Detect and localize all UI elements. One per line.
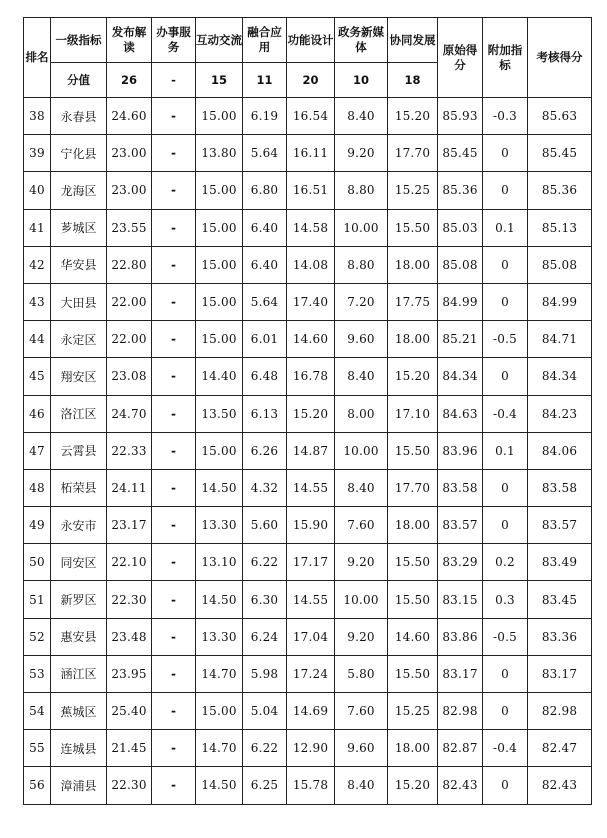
bonus-score: 0.1 bbox=[483, 209, 528, 246]
collaboration-score: 15.50 bbox=[388, 655, 438, 692]
rank-cell: 54 bbox=[24, 693, 51, 730]
new-media-score: 8.40 bbox=[335, 98, 388, 135]
integration-score: 5.04 bbox=[243, 693, 287, 730]
original-score: 82.43 bbox=[438, 767, 483, 804]
final-score-header: 考核得分 bbox=[528, 18, 592, 98]
rank-cell: 49 bbox=[24, 507, 51, 544]
col-header-7: 协同发展 bbox=[388, 18, 438, 63]
col-header-4: 融合应用 bbox=[243, 18, 287, 63]
final-score: 83.57 bbox=[528, 507, 592, 544]
service-score: - bbox=[152, 469, 196, 506]
table-row bbox=[24, 209, 592, 246]
county-name: 宁化县 bbox=[51, 135, 107, 172]
release-score: 23.00 bbox=[107, 135, 152, 172]
final-score: 82.98 bbox=[528, 693, 592, 730]
release-score: 23.08 bbox=[107, 358, 152, 395]
new-media-score: 8.00 bbox=[335, 395, 388, 432]
final-score: 84.06 bbox=[528, 432, 592, 469]
rank-cell: 42 bbox=[24, 246, 51, 283]
bonus-score: -0.5 bbox=[483, 618, 528, 655]
final-score: 84.71 bbox=[528, 321, 592, 358]
service-score: - bbox=[152, 693, 196, 730]
integration-score: 5.98 bbox=[243, 655, 287, 692]
rank-cell: 52 bbox=[24, 618, 51, 655]
county-name: 柘荣县 bbox=[51, 469, 107, 506]
county-name: 龙海区 bbox=[51, 172, 107, 209]
release-score: 22.10 bbox=[107, 544, 152, 581]
integration-score: 6.13 bbox=[243, 395, 287, 432]
new-media-score: 7.60 bbox=[335, 507, 388, 544]
table-row bbox=[24, 693, 592, 730]
service-score: - bbox=[152, 507, 196, 544]
bonus-score: -0.4 bbox=[483, 730, 528, 767]
rank-cell: 51 bbox=[24, 581, 51, 618]
bonus-score: 0 bbox=[483, 469, 528, 506]
final-score: 84.34 bbox=[528, 358, 592, 395]
county-name: 永安市 bbox=[51, 507, 107, 544]
score-label: 分值 bbox=[51, 63, 107, 98]
rank-cell: 43 bbox=[24, 283, 51, 320]
collaboration-score: 15.50 bbox=[388, 432, 438, 469]
integration-score: 5.60 bbox=[243, 507, 287, 544]
service-score: - bbox=[152, 135, 196, 172]
county-name: 洛江区 bbox=[51, 395, 107, 432]
new-media-score: 8.40 bbox=[335, 358, 388, 395]
integration-score: 6.48 bbox=[243, 358, 287, 395]
design-score: 16.78 bbox=[287, 358, 335, 395]
col-header-6: 政务新媒体 bbox=[335, 18, 388, 63]
table-row bbox=[24, 581, 592, 618]
new-media-score: 9.20 bbox=[335, 544, 388, 581]
county-name: 翔安区 bbox=[51, 358, 107, 395]
bonus-score: 0.2 bbox=[483, 544, 528, 581]
interaction-score: 15.00 bbox=[196, 321, 243, 358]
col-points-6: 10 bbox=[335, 63, 388, 98]
table-row bbox=[24, 618, 592, 655]
new-media-score: 10.00 bbox=[335, 209, 388, 246]
final-score: 85.36 bbox=[528, 172, 592, 209]
bonus-score: -0.5 bbox=[483, 321, 528, 358]
integration-score: 6.22 bbox=[243, 730, 287, 767]
service-score: - bbox=[152, 172, 196, 209]
new-media-score: 7.60 bbox=[335, 693, 388, 730]
table-row bbox=[24, 655, 592, 692]
new-media-score: 9.60 bbox=[335, 321, 388, 358]
county-name: 永春县 bbox=[51, 98, 107, 135]
integration-score: 6.01 bbox=[243, 321, 287, 358]
bonus-score: 0.3 bbox=[483, 581, 528, 618]
original-score: 83.17 bbox=[438, 655, 483, 692]
design-score: 15.90 bbox=[287, 507, 335, 544]
rank-cell: 56 bbox=[24, 767, 51, 804]
design-score: 17.24 bbox=[287, 655, 335, 692]
interaction-score: 13.10 bbox=[196, 544, 243, 581]
original-score: 85.36 bbox=[438, 172, 483, 209]
release-score: 22.33 bbox=[107, 432, 152, 469]
integration-score: 6.22 bbox=[243, 544, 287, 581]
collaboration-score: 18.00 bbox=[388, 321, 438, 358]
service-score: - bbox=[152, 358, 196, 395]
original-score: 84.63 bbox=[438, 395, 483, 432]
collaboration-score: 17.70 bbox=[388, 469, 438, 506]
county-name: 芗城区 bbox=[51, 209, 107, 246]
original-score: 85.45 bbox=[438, 135, 483, 172]
table-row bbox=[24, 321, 592, 358]
original-score: 83.86 bbox=[438, 618, 483, 655]
release-score: 24.11 bbox=[107, 469, 152, 506]
design-score: 17.04 bbox=[287, 618, 335, 655]
rank-cell: 48 bbox=[24, 469, 51, 506]
original-score: 83.15 bbox=[438, 581, 483, 618]
final-score: 83.36 bbox=[528, 618, 592, 655]
new-media-score: 8.40 bbox=[335, 469, 388, 506]
final-score: 83.17 bbox=[528, 655, 592, 692]
ranking-table bbox=[23, 17, 592, 805]
collaboration-score: 18.00 bbox=[388, 730, 438, 767]
county-name: 蕉城区 bbox=[51, 693, 107, 730]
interaction-score: 14.70 bbox=[196, 655, 243, 692]
final-score: 85.63 bbox=[528, 98, 592, 135]
service-score: - bbox=[152, 98, 196, 135]
interaction-score: 13.50 bbox=[196, 395, 243, 432]
original-score: 83.29 bbox=[438, 544, 483, 581]
interaction-score: 14.70 bbox=[196, 730, 243, 767]
interaction-score: 15.00 bbox=[196, 432, 243, 469]
county-name: 大田县 bbox=[51, 283, 107, 320]
rank-cell: 44 bbox=[24, 321, 51, 358]
final-score: 82.47 bbox=[528, 730, 592, 767]
bonus-score: 0 bbox=[483, 358, 528, 395]
col-header-5: 功能设计 bbox=[287, 18, 335, 63]
integration-score: 6.26 bbox=[243, 432, 287, 469]
design-score: 12.90 bbox=[287, 730, 335, 767]
table-row bbox=[24, 246, 592, 283]
service-score: - bbox=[152, 655, 196, 692]
bonus-score: -0.3 bbox=[483, 98, 528, 135]
design-score: 16.11 bbox=[287, 135, 335, 172]
integration-score: 6.40 bbox=[243, 209, 287, 246]
new-media-score: 8.40 bbox=[335, 767, 388, 804]
design-score: 15.78 bbox=[287, 767, 335, 804]
release-score: 23.17 bbox=[107, 507, 152, 544]
county-name: 惠安县 bbox=[51, 618, 107, 655]
release-score: 22.30 bbox=[107, 767, 152, 804]
service-score: - bbox=[152, 432, 196, 469]
original-score: 85.03 bbox=[438, 209, 483, 246]
original-score: 85.21 bbox=[438, 321, 483, 358]
bonus-score: 0 bbox=[483, 507, 528, 544]
final-score: 83.45 bbox=[528, 581, 592, 618]
release-score: 22.00 bbox=[107, 321, 152, 358]
col-header-3: 互动交流 bbox=[196, 18, 243, 63]
table-row bbox=[24, 172, 592, 209]
service-score: - bbox=[152, 209, 196, 246]
service-score: - bbox=[152, 246, 196, 283]
interaction-score: 15.00 bbox=[196, 172, 243, 209]
service-score: - bbox=[152, 730, 196, 767]
design-score: 14.55 bbox=[287, 581, 335, 618]
table-row bbox=[24, 135, 592, 172]
collaboration-score: 17.70 bbox=[388, 135, 438, 172]
col-points-1: 26 bbox=[107, 63, 152, 98]
design-score: 16.51 bbox=[287, 172, 335, 209]
original-score: 82.87 bbox=[438, 730, 483, 767]
bonus-score: 0 bbox=[483, 283, 528, 320]
bonus-header: 附加指标 bbox=[483, 18, 528, 98]
table-row bbox=[24, 544, 592, 581]
rank-cell: 38 bbox=[24, 98, 51, 135]
final-score: 84.23 bbox=[528, 395, 592, 432]
final-score: 82.43 bbox=[528, 767, 592, 804]
integration-score: 6.24 bbox=[243, 618, 287, 655]
table-row bbox=[24, 730, 592, 767]
original-score: 83.57 bbox=[438, 507, 483, 544]
rank-cell: 41 bbox=[24, 209, 51, 246]
release-score: 23.48 bbox=[107, 618, 152, 655]
interaction-score: 14.40 bbox=[196, 358, 243, 395]
table-row bbox=[24, 432, 592, 469]
integration-score: 5.64 bbox=[243, 283, 287, 320]
rank-cell: 55 bbox=[24, 730, 51, 767]
new-media-score: 10.00 bbox=[335, 581, 388, 618]
county-name: 永定区 bbox=[51, 321, 107, 358]
county-name: 涵江区 bbox=[51, 655, 107, 692]
interaction-score: 15.00 bbox=[196, 693, 243, 730]
collaboration-score: 14.60 bbox=[388, 618, 438, 655]
release-score: 23.00 bbox=[107, 172, 152, 209]
new-media-score: 9.20 bbox=[335, 135, 388, 172]
integration-score: 6.25 bbox=[243, 767, 287, 804]
table-row bbox=[24, 507, 592, 544]
collaboration-score: 18.00 bbox=[388, 246, 438, 283]
original-score: 84.34 bbox=[438, 358, 483, 395]
service-score: - bbox=[152, 618, 196, 655]
release-score: 22.00 bbox=[107, 283, 152, 320]
bonus-score: -0.4 bbox=[483, 395, 528, 432]
interaction-score: 13.30 bbox=[196, 618, 243, 655]
integration-score: 6.19 bbox=[243, 98, 287, 135]
bonus-score: 0 bbox=[483, 135, 528, 172]
design-score: 14.58 bbox=[287, 209, 335, 246]
final-score: 83.58 bbox=[528, 469, 592, 506]
col-points-5: 20 bbox=[287, 63, 335, 98]
release-score: 23.55 bbox=[107, 209, 152, 246]
new-media-score: 5.80 bbox=[335, 655, 388, 692]
integration-score: 6.30 bbox=[243, 581, 287, 618]
county-name: 连城县 bbox=[51, 730, 107, 767]
table-row bbox=[24, 283, 592, 320]
bonus-score: 0 bbox=[483, 246, 528, 283]
rank-cell: 45 bbox=[24, 358, 51, 395]
design-score: 14.87 bbox=[287, 432, 335, 469]
collaboration-score: 15.50 bbox=[388, 581, 438, 618]
new-media-score: 10.00 bbox=[335, 432, 388, 469]
release-score: 25.40 bbox=[107, 693, 152, 730]
original-score-header: 原始得分 bbox=[438, 18, 483, 98]
county-name: 新罗区 bbox=[51, 581, 107, 618]
new-media-score: 9.60 bbox=[335, 730, 388, 767]
original-score: 82.98 bbox=[438, 693, 483, 730]
rank-header: 排名 bbox=[24, 18, 51, 98]
interaction-score: 14.50 bbox=[196, 767, 243, 804]
interaction-score: 15.00 bbox=[196, 246, 243, 283]
release-score: 21.45 bbox=[107, 730, 152, 767]
integration-score: 6.40 bbox=[243, 246, 287, 283]
service-score: - bbox=[152, 544, 196, 581]
collaboration-score: 15.50 bbox=[388, 209, 438, 246]
new-media-score: 7.20 bbox=[335, 283, 388, 320]
final-score: 85.13 bbox=[528, 209, 592, 246]
bonus-score: 0 bbox=[483, 693, 528, 730]
table-row bbox=[24, 767, 592, 804]
rank-cell: 46 bbox=[24, 395, 51, 432]
col-header-1: 发布解读 bbox=[107, 18, 152, 63]
col-points-2: - bbox=[152, 63, 196, 98]
release-score: 24.60 bbox=[107, 98, 152, 135]
table-row bbox=[24, 395, 592, 432]
collaboration-score: 15.20 bbox=[388, 98, 438, 135]
table-row bbox=[24, 358, 592, 395]
original-score: 83.58 bbox=[438, 469, 483, 506]
service-score: - bbox=[152, 767, 196, 804]
collaboration-score: 15.25 bbox=[388, 693, 438, 730]
table-row bbox=[24, 469, 592, 506]
release-score: 23.95 bbox=[107, 655, 152, 692]
release-score: 22.30 bbox=[107, 581, 152, 618]
design-score: 15.20 bbox=[287, 395, 335, 432]
county-name: 同安区 bbox=[51, 544, 107, 581]
bonus-score: 0 bbox=[483, 767, 528, 804]
design-score: 14.55 bbox=[287, 469, 335, 506]
collaboration-score: 18.00 bbox=[388, 507, 438, 544]
collaboration-score: 17.10 bbox=[388, 395, 438, 432]
final-score: 84.99 bbox=[528, 283, 592, 320]
interaction-score: 13.30 bbox=[196, 507, 243, 544]
bonus-score: 0 bbox=[483, 172, 528, 209]
col-points-3: 15 bbox=[196, 63, 243, 98]
table-row bbox=[24, 98, 592, 135]
original-score: 83.96 bbox=[438, 432, 483, 469]
service-score: - bbox=[152, 395, 196, 432]
header-row-indicators bbox=[24, 18, 592, 63]
design-score: 16.54 bbox=[287, 98, 335, 135]
col-points-7: 18 bbox=[388, 63, 438, 98]
collaboration-score: 15.25 bbox=[388, 172, 438, 209]
service-score: - bbox=[152, 283, 196, 320]
collaboration-score: 17.75 bbox=[388, 283, 438, 320]
service-score: - bbox=[152, 581, 196, 618]
col-points-4: 11 bbox=[243, 63, 287, 98]
collaboration-score: 15.20 bbox=[388, 767, 438, 804]
original-score: 85.08 bbox=[438, 246, 483, 283]
new-media-score: 8.80 bbox=[335, 172, 388, 209]
bonus-score: 0 bbox=[483, 655, 528, 692]
integration-score: 6.80 bbox=[243, 172, 287, 209]
integration-score: 5.64 bbox=[243, 135, 287, 172]
final-score: 85.08 bbox=[528, 246, 592, 283]
new-media-score: 9.20 bbox=[335, 618, 388, 655]
release-score: 22.80 bbox=[107, 246, 152, 283]
interaction-score: 15.00 bbox=[196, 283, 243, 320]
original-score: 84.99 bbox=[438, 283, 483, 320]
design-score: 14.69 bbox=[287, 693, 335, 730]
county-name: 华安县 bbox=[51, 246, 107, 283]
collaboration-score: 15.20 bbox=[388, 358, 438, 395]
rank-cell: 40 bbox=[24, 172, 51, 209]
indicator-header: 一级指标 bbox=[51, 18, 107, 63]
design-score: 14.08 bbox=[287, 246, 335, 283]
new-media-score: 8.80 bbox=[335, 246, 388, 283]
col-header-2: 办事服务 bbox=[152, 18, 196, 63]
release-score: 24.70 bbox=[107, 395, 152, 432]
rank-cell: 50 bbox=[24, 544, 51, 581]
design-score: 14.60 bbox=[287, 321, 335, 358]
interaction-score: 14.50 bbox=[196, 469, 243, 506]
interaction-score: 15.00 bbox=[196, 209, 243, 246]
design-score: 17.40 bbox=[287, 283, 335, 320]
integration-score: 4.32 bbox=[243, 469, 287, 506]
collaboration-score: 15.50 bbox=[388, 544, 438, 581]
service-score: - bbox=[152, 321, 196, 358]
county-name: 云霄县 bbox=[51, 432, 107, 469]
rank-cell: 47 bbox=[24, 432, 51, 469]
design-score: 17.17 bbox=[287, 544, 335, 581]
rank-cell: 39 bbox=[24, 135, 51, 172]
interaction-score: 15.00 bbox=[196, 98, 243, 135]
rank-cell: 53 bbox=[24, 655, 51, 692]
original-score: 85.93 bbox=[438, 98, 483, 135]
final-score: 83.49 bbox=[528, 544, 592, 581]
interaction-score: 14.50 bbox=[196, 581, 243, 618]
interaction-score: 13.80 bbox=[196, 135, 243, 172]
final-score: 85.45 bbox=[528, 135, 592, 172]
bonus-score: 0.1 bbox=[483, 432, 528, 469]
county-name: 漳浦县 bbox=[51, 767, 107, 804]
